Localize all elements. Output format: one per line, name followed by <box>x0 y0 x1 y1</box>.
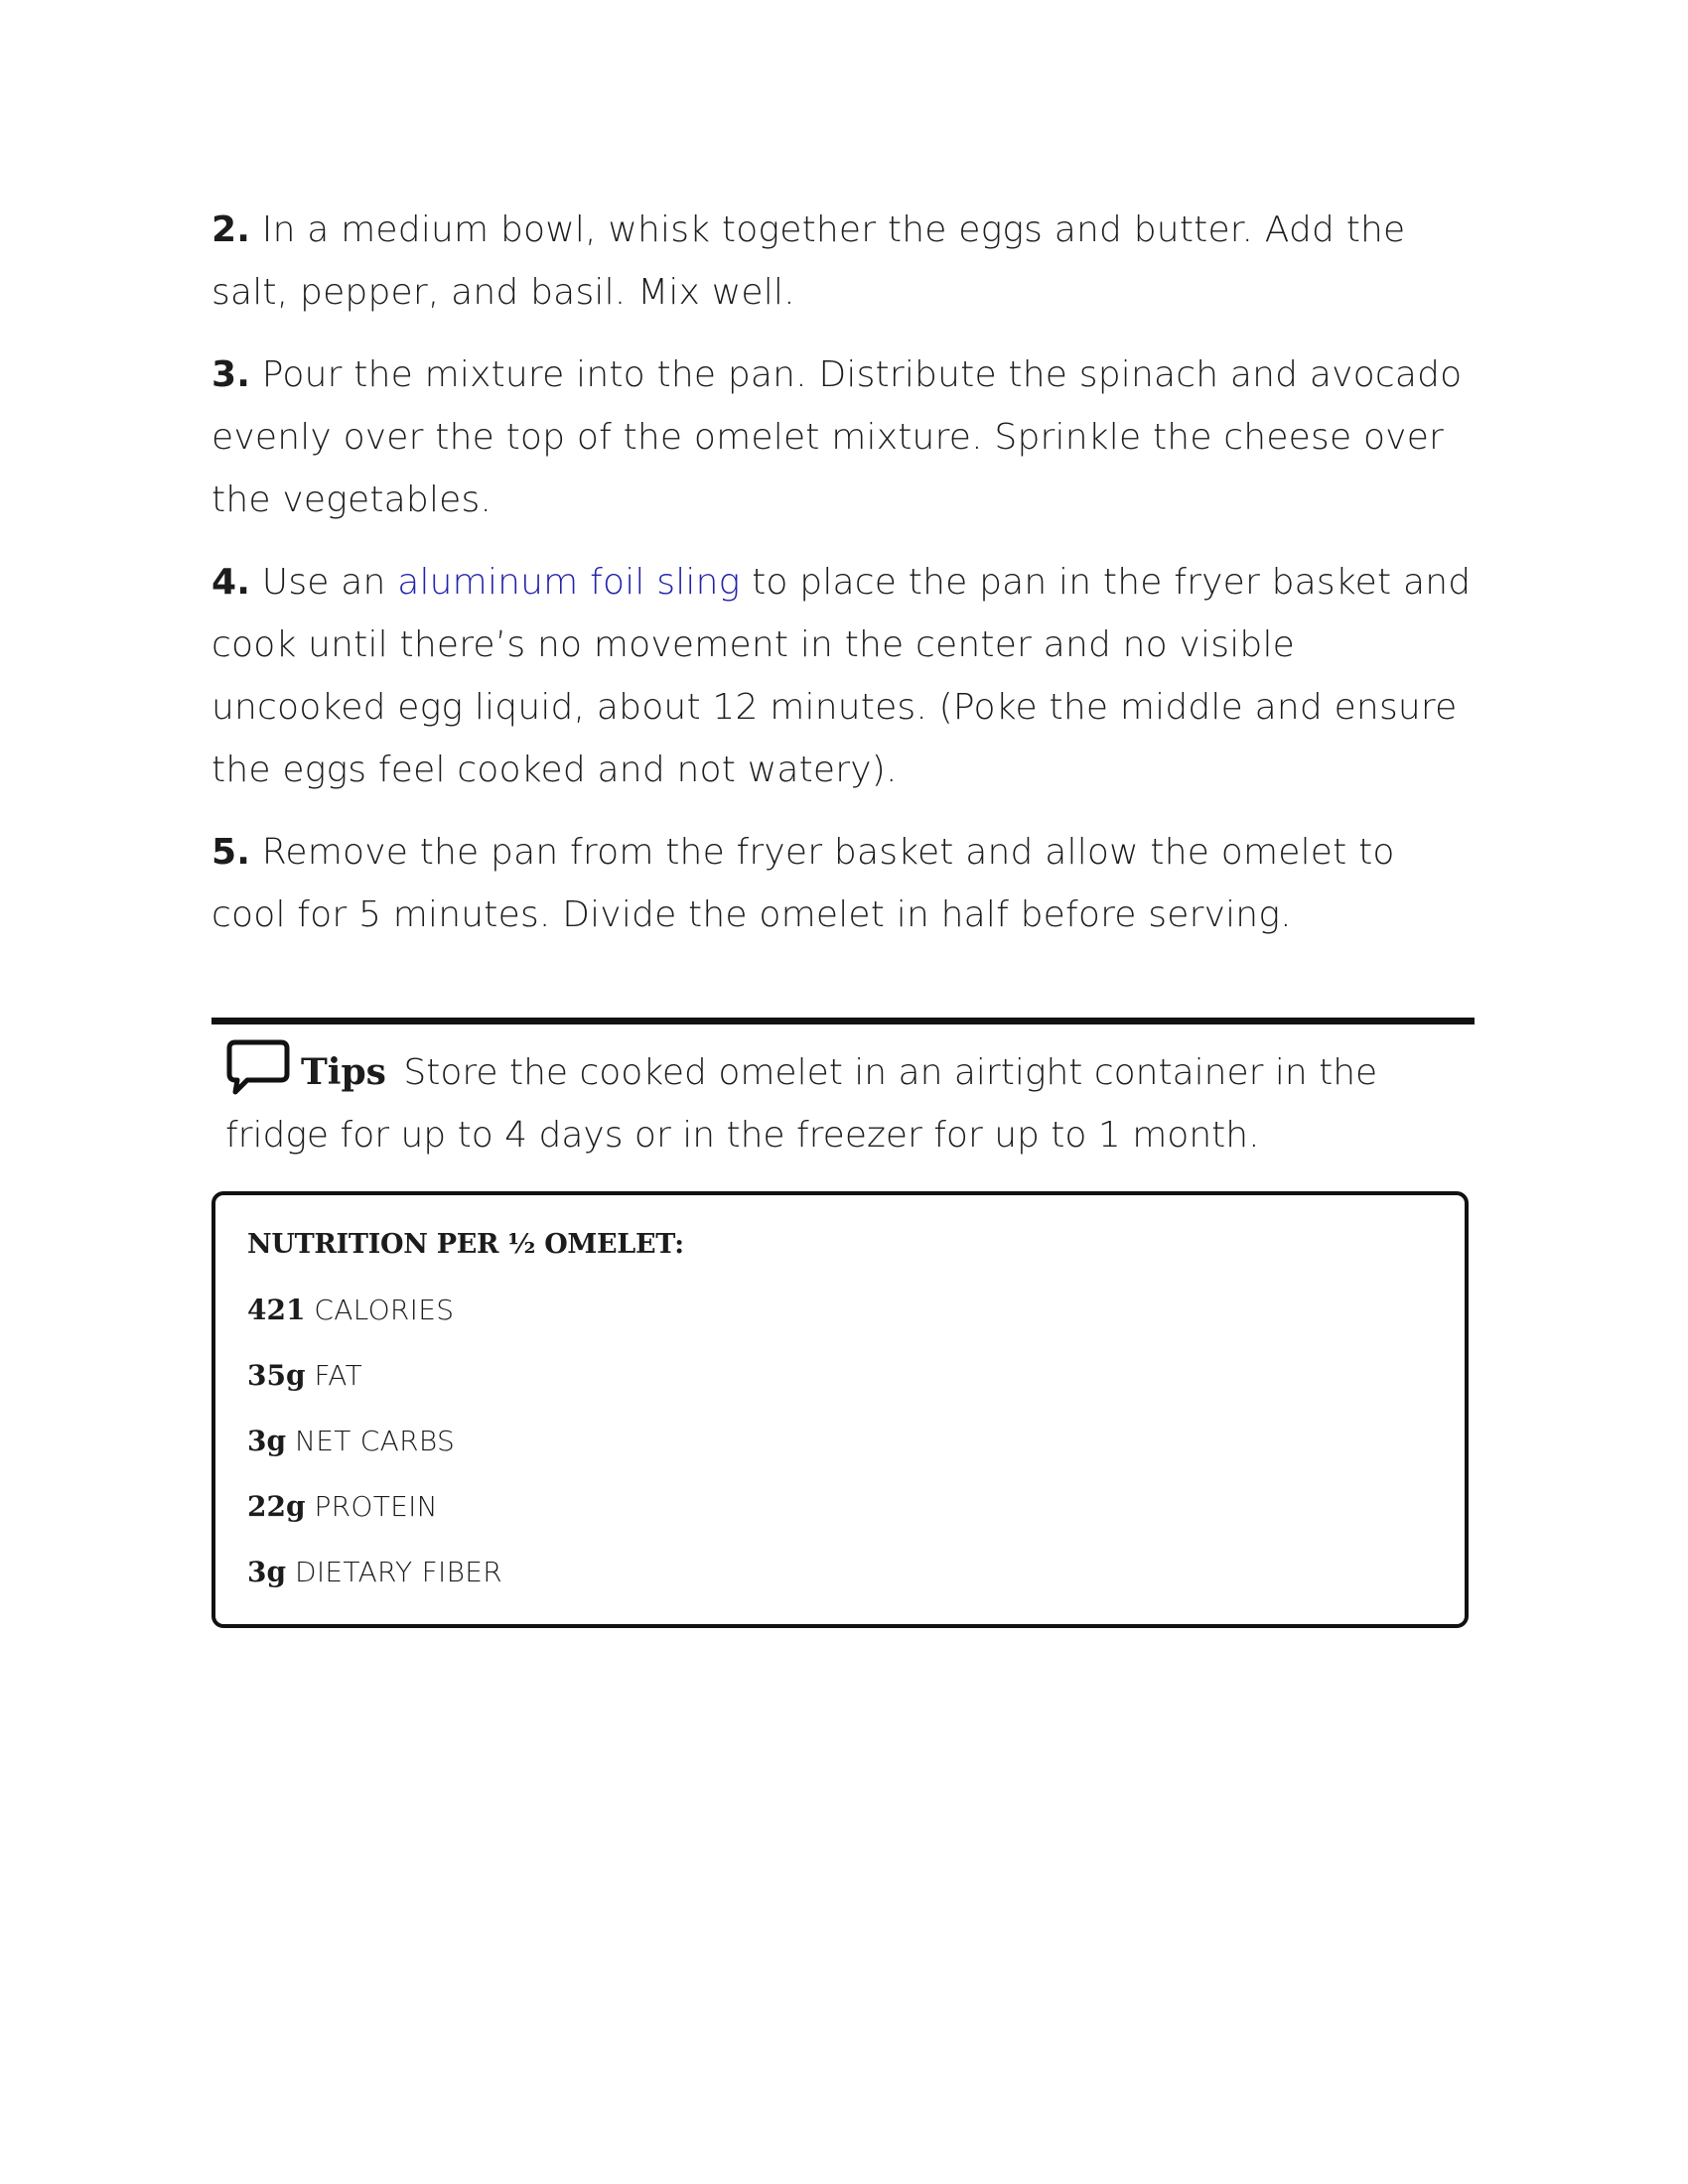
step-number: 3. <box>211 354 251 395</box>
nutrition-value: 421 <box>247 1294 306 1326</box>
nutrition-title: NUTRITION PER ½ OMELET: <box>247 1229 684 1260</box>
step-text: Pour the mixture into the pan. Distribute the spinach and avocado evenly over the top of the omelet mixture. Sprinkle the cheese over the vegetables. <box>211 354 1463 520</box>
step-number: 5. <box>211 832 251 873</box>
nutrition-name: PROTEIN <box>314 1490 438 1523</box>
nutrition-value: 35g <box>247 1359 306 1392</box>
nutrition-row-calories <box>247 1291 1433 1330</box>
nutrition-name: NET CARBS <box>294 1425 456 1457</box>
nutrition-box <box>211 1191 1469 1628</box>
step-text-before-link: Use an <box>261 562 398 603</box>
nutrition-name: DIETARY FIBER <box>294 1556 502 1588</box>
step-2 <box>211 199 1475 324</box>
nutrition-value: 3g <box>247 1556 287 1588</box>
step-text-after-link: to place the pan in the fryer basket and cook until there’s no movement in the center and no visible uncooked egg liquid, about 12 minutes. (Poke the middle and ensure the eggs feel cooked and not watery). <box>211 562 1472 790</box>
nutrition-name: CALORIES <box>314 1294 455 1326</box>
step-text: Remove the pan from the fryer basket and allow the omelet to cool for 5 minutes. Divide the omelet in half before serving. <box>211 832 1395 935</box>
step-5 <box>211 821 1475 946</box>
step-text: In a medium bowl, whisk together the eggs and butter. Add the salt, pepper, and basil. Mix well. <box>211 209 1406 313</box>
nutrition-row-fat <box>247 1356 1433 1396</box>
aluminum-foil-sling-link[interactable]: aluminum foil sling <box>397 562 741 603</box>
nutrition-row-dietary-fiber <box>247 1553 1433 1592</box>
nutrition-value: 22g <box>247 1490 306 1523</box>
speech-bubble-icon <box>225 1038 291 1096</box>
nutrition-row-protein <box>247 1487 1433 1527</box>
tips-label: Tips <box>301 1051 386 1093</box>
tips-section <box>225 1038 1475 1166</box>
section-divider <box>211 1018 1475 1024</box>
step-number: 4. <box>211 562 251 603</box>
step-4 <box>211 551 1475 801</box>
nutrition-value: 3g <box>247 1425 287 1457</box>
tips-text: Store the cooked omelet in an airtight container in the fridge for up to 4 days or in the freezer for up to 1 month. <box>225 1052 1378 1156</box>
step-3 <box>211 343 1475 531</box>
nutrition-name: FAT <box>314 1359 362 1392</box>
recipe-content <box>211 199 1475 1588</box>
nutrition-row-net-carbs <box>247 1422 1433 1461</box>
step-number: 2. <box>211 209 251 250</box>
